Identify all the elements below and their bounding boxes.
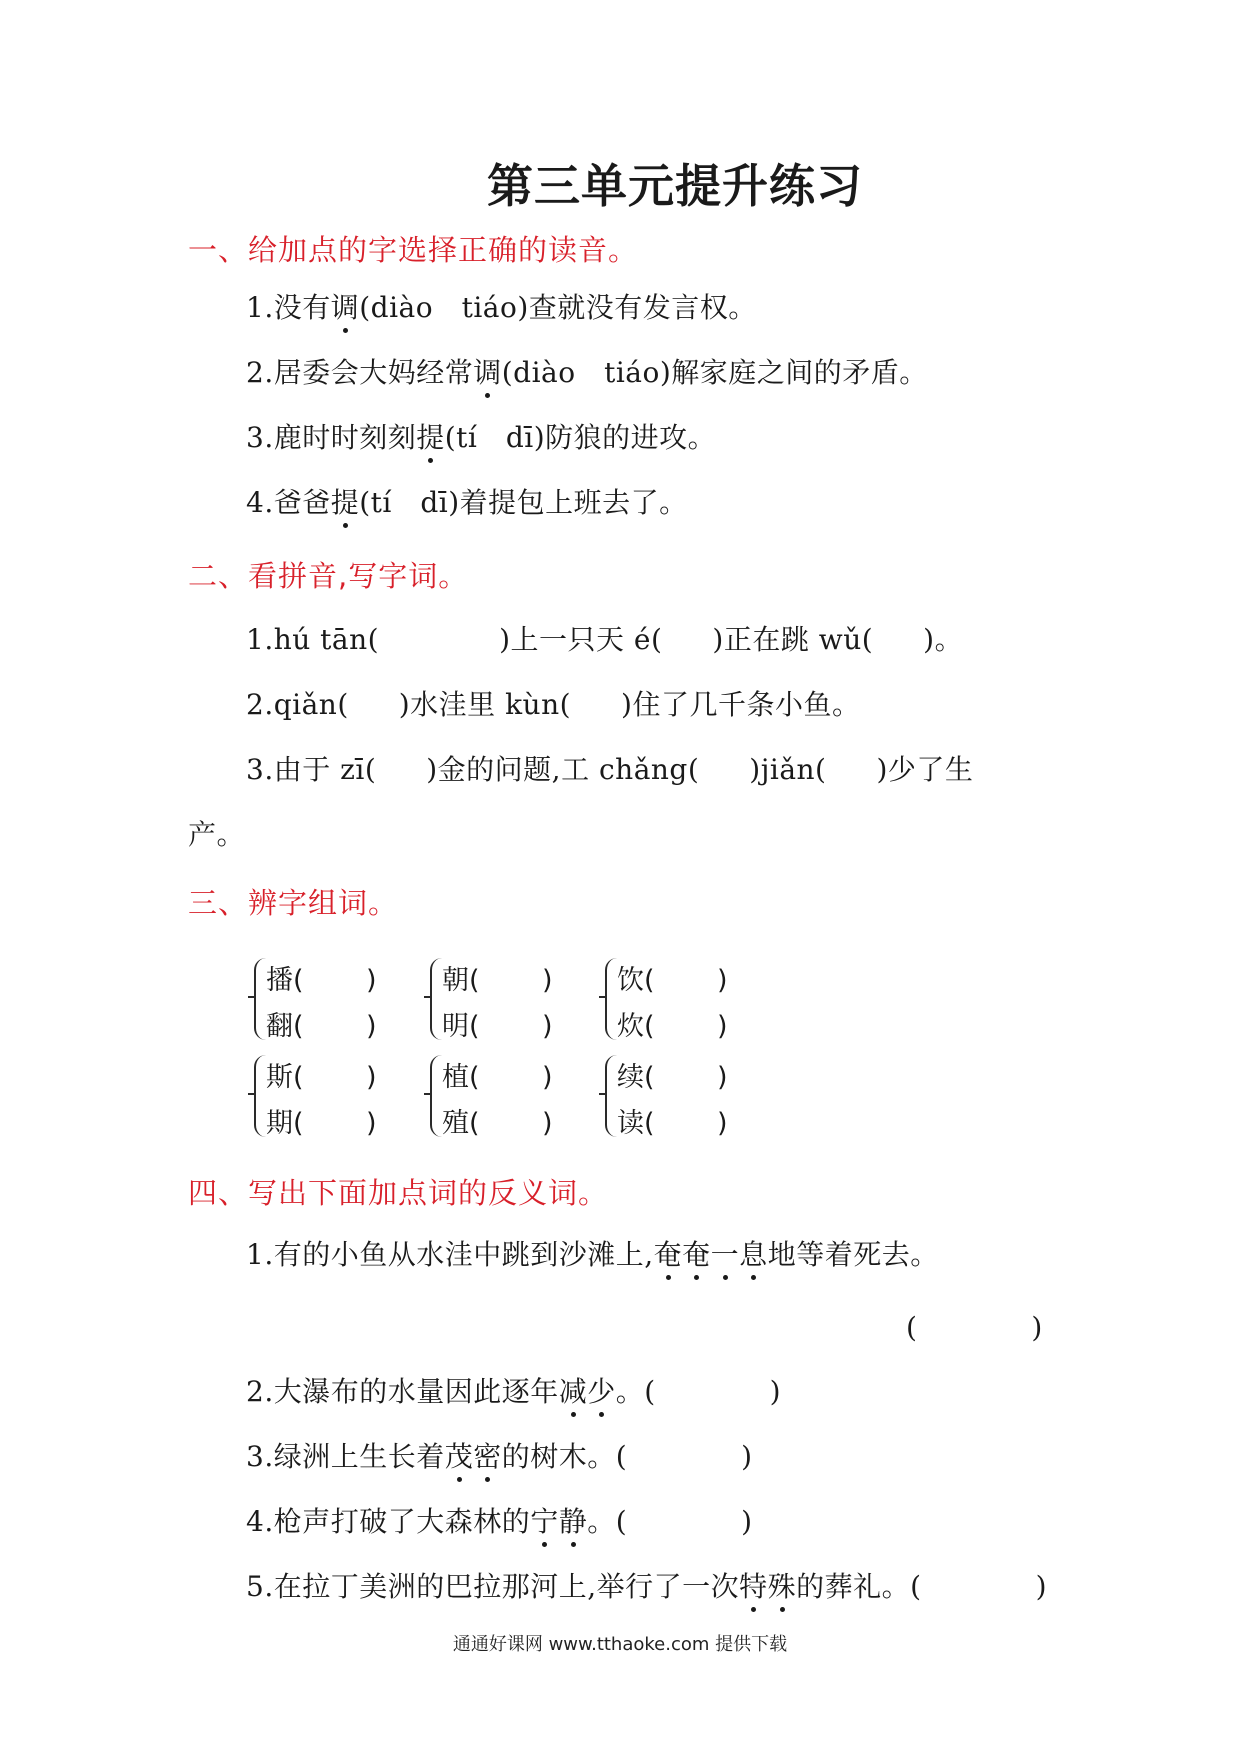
q2-line-2: 2.qiǎn( )水洼里 kùn( )住了几千条小鱼。 bbox=[246, 688, 861, 721]
q1-line-4: 4.爸爸提(tí dī)着提包上班去了。 bbox=[246, 486, 688, 519]
dotted-word bbox=[530, 1505, 587, 1538]
section-2-heading: 二、看拼音,写字词。 bbox=[188, 559, 469, 593]
char-item: 读( ) bbox=[617, 1108, 728, 1139]
dotted-char: 殊 bbox=[767, 1570, 797, 1603]
footer: 通通好课网 www.tthaoke.com 提供下载 bbox=[452, 1634, 788, 1655]
char-item: 朝( ) bbox=[442, 965, 553, 996]
char-item: 期( ) bbox=[266, 1108, 377, 1139]
char-item: 殖( ) bbox=[442, 1108, 553, 1139]
char-item: 斯( ) bbox=[266, 1062, 377, 1093]
dotted-char: 提 bbox=[416, 421, 445, 454]
dotted-char: 调 bbox=[473, 356, 502, 389]
dotted-char: 特 bbox=[739, 1570, 768, 1603]
q1-line-3: 3.鹿时时刻刻提(tí dī)防狼的进攻。 bbox=[246, 421, 717, 454]
q2-line-3: 3.由于 zī( )金的问题,工 chǎng( )jiǎn( )少了生 bbox=[246, 753, 974, 786]
char-item: 炊( ) bbox=[617, 1011, 728, 1042]
dotted-char: 一 bbox=[710, 1238, 740, 1271]
section-4-heading: 四、写出下面加点词的反义词。 bbox=[188, 1176, 609, 1210]
q1-line-1: 1.没有调(diào tiáo)查就没有发言权。 bbox=[246, 291, 757, 324]
char-item: 续( ) bbox=[617, 1062, 728, 1093]
dotted-char: 减 bbox=[558, 1375, 588, 1408]
q2-line-1: 1.hú tān( )上一只天 é( )正在跳 wǔ( )。 bbox=[246, 623, 964, 656]
dotted-char: 息 bbox=[739, 1238, 768, 1271]
dotted-char: 调 bbox=[330, 291, 360, 324]
char-item: 翻( ) bbox=[266, 1011, 377, 1042]
dotted-char: 宁 bbox=[530, 1505, 559, 1538]
section-3-heading: 三、辨字组词。 bbox=[188, 886, 399, 920]
q4-line-3: 3.绿洲上生长着茂密的树木。( ) bbox=[246, 1440, 753, 1473]
dotted-char: 密 bbox=[473, 1440, 502, 1473]
char-item: 播( ) bbox=[266, 965, 377, 996]
dotted-word bbox=[739, 1570, 796, 1603]
q1-line-2: 2.居委会大妈经常调(diào tiáo)解家庭之间的矛盾。 bbox=[246, 356, 928, 389]
dotted-word bbox=[445, 1440, 502, 1473]
section-1-heading: 一、给加点的字选择正确的读音。 bbox=[188, 233, 639, 267]
dotted-char: 奄 bbox=[682, 1238, 711, 1271]
dotted-char: 静 bbox=[558, 1505, 588, 1538]
q4-line-1-answer: ( ) bbox=[906, 1311, 1043, 1344]
q4-line-2: 2.大瀑布的水量因此逐年减少。( ) bbox=[246, 1375, 782, 1408]
dotted-word bbox=[559, 1375, 616, 1408]
dotted-char: 提 bbox=[330, 486, 360, 519]
char-item: 饮( ) bbox=[617, 965, 728, 996]
char-item: 植( ) bbox=[442, 1062, 553, 1093]
q2-line-4: 产。 bbox=[188, 818, 246, 851]
dotted-char: 茂 bbox=[444, 1440, 474, 1473]
char-item: 明( ) bbox=[442, 1011, 553, 1042]
dotted-word bbox=[654, 1238, 768, 1271]
q4-line-1: 1.有的小鱼从水洼中跳到沙滩上,奄奄一息地等着死去。 bbox=[246, 1238, 939, 1271]
q4-line-4: 4.枪声打破了大森林的宁静。( ) bbox=[246, 1505, 753, 1538]
dotted-char: 少 bbox=[587, 1375, 616, 1408]
page-title: 第三单元提升练习 bbox=[487, 159, 863, 213]
q4-line-5: 5.在拉丁美洲的巴拉那河上,举行了一次特殊的葬礼。( ) bbox=[246, 1570, 1048, 1603]
dotted-char: 奄 bbox=[653, 1238, 683, 1271]
